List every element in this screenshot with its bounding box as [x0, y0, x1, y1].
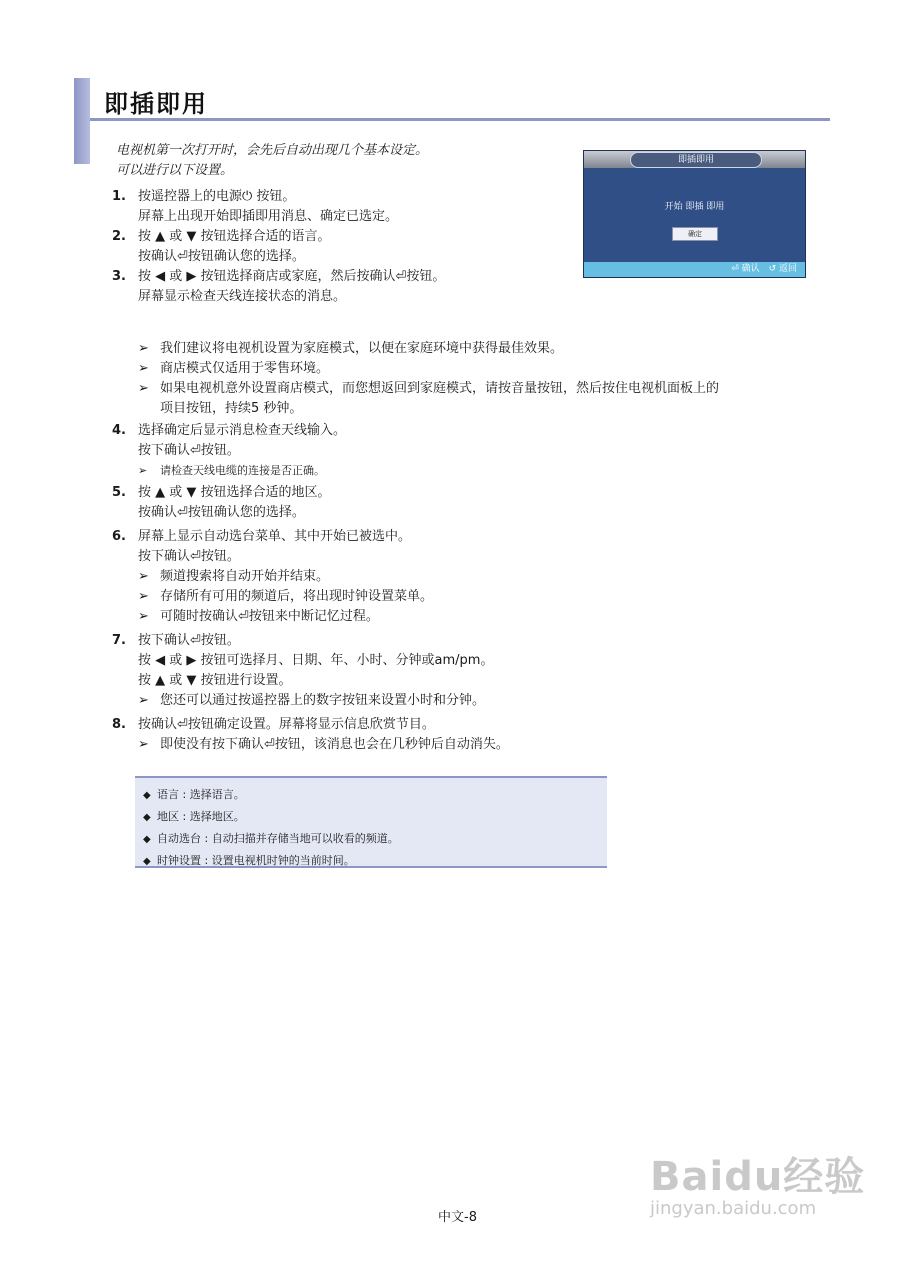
- note: [138, 461, 828, 481]
- note-text: 您还可以通过按遥控器上的数字按钮来设置小时和分钟。: [160, 693, 486, 708]
- note-text: 我们建议将电视机设置为家庭模式，以便在家庭环境中获得最佳效果。: [160, 341, 564, 356]
- summary-text: 自动选台 : 自动扫描并存储当地可以收看的频道。: [157, 832, 399, 845]
- osd-ok-button: 确定: [672, 227, 718, 241]
- step-line: 按下确认⏎按钮。: [138, 443, 240, 458]
- intro-line: 可以进行以下设置。: [116, 163, 234, 178]
- arrow-icon: ➢: [138, 609, 149, 624]
- arrow-icon: ➢: [138, 693, 149, 708]
- arrow-icon: ➢: [138, 737, 149, 752]
- step-number: 2.: [112, 229, 126, 244]
- step-3-notes: [108, 339, 828, 419]
- summary-item: [143, 828, 607, 850]
- note: [138, 691, 828, 711]
- step-4: [108, 421, 828, 481]
- note-text: 即使没有按下确认⏎按钮，该消息也会在几秒钟后自动消失。: [160, 737, 509, 752]
- osd-tab-label: 即插即用: [630, 152, 762, 168]
- arrow-icon: ➢: [138, 569, 149, 584]
- note-text: 商店模式仅适用于零售环境。: [160, 361, 330, 376]
- steps-list: [108, 187, 828, 755]
- note: [138, 379, 828, 399]
- step-line: 按确认⏎按钮确认您的选择。: [138, 249, 305, 264]
- step-line: 按 ◀ 或 ▶ 按钮可选择月、日期、年、小时、分钟或am/pm。: [138, 653, 494, 668]
- title-underline: [90, 118, 830, 121]
- note-text: 如果电视机意外设置商店模式，而您想返回到家庭模式，请按音量按钮，然后按住电视机面板上的: [160, 381, 720, 396]
- step-line: 按 ◀ 或 ▶ 按钮选择商店或家庭，然后按确认⏎按钮。: [138, 269, 446, 284]
- osd-footer-text: ⏎ 确认 ↺ 返回: [731, 264, 797, 274]
- step-3: [108, 267, 828, 307]
- step-line: 屏幕显示检查天线连接状态的消息。: [138, 289, 347, 304]
- step-line: 按确认⏎按钮确认您的选择。: [138, 505, 305, 520]
- step-2: [108, 227, 828, 267]
- note: [138, 567, 828, 587]
- step-line: 按 ▲ 或 ▼ 按钮进行设置。: [138, 673, 292, 688]
- diamond-icon: ◆: [143, 790, 151, 801]
- note: [138, 339, 828, 359]
- page-number: 中文-8: [438, 1210, 477, 1225]
- diamond-icon: ◆: [143, 812, 151, 823]
- osd-header: [584, 151, 805, 168]
- intro-line: 电视机第一次打开时，会先后自动出现几个基本设定。: [116, 143, 429, 158]
- step-line: 按 ▲ 或 ▼ 按钮选择合适的地区。: [138, 485, 331, 500]
- step-line: 按 ▲ 或 ▼ 按钮选择合适的语言。: [138, 229, 331, 244]
- step-line: 按下确认⏎按钮。: [138, 633, 240, 648]
- step-number: 4.: [112, 423, 126, 438]
- watermark: [650, 1145, 865, 1219]
- arrow-icon: ➢: [138, 464, 148, 477]
- summary-box: [135, 776, 607, 868]
- step-line: 按下确认⏎按钮。: [138, 549, 240, 564]
- arrow-icon: ➢: [138, 361, 149, 376]
- step-8: [108, 715, 828, 755]
- step-line: 按遥控器上的电源⏻ 按钮。: [138, 189, 296, 204]
- step-number: 6.: [112, 529, 126, 544]
- step-line: 按确认⏎按钮确定设置。屏幕将显示信息欣赏节目。: [138, 717, 435, 732]
- note-text: 频道搜索将自动开始并结束。: [160, 569, 330, 584]
- note: [138, 607, 828, 627]
- page-title: 即插即用: [104, 90, 208, 118]
- arrow-icon: ➢: [138, 341, 149, 356]
- step-number: 3.: [112, 269, 126, 284]
- arrow-icon: ➢: [138, 381, 149, 396]
- step-line: 屏幕上出现开始即插即用消息、确定已选定。: [138, 209, 399, 224]
- step-number: 1.: [112, 189, 126, 204]
- step-6: [108, 527, 828, 627]
- watermark-brand: Baidu经验: [650, 1154, 866, 1200]
- note-text: 请检查天线电缆的连接是否正确。: [160, 464, 325, 477]
- diamond-icon: ◆: [143, 834, 151, 845]
- watermark-url: jingyan.baidu.com: [650, 1198, 817, 1219]
- summary-text: 时钟设置 : 设置电视机时钟的当前时间。: [157, 854, 355, 867]
- osd-message: 开始 即插 即用: [664, 202, 725, 212]
- note-text: 可随时按确认⏎按钮来中断记忆过程。: [160, 609, 379, 624]
- summary-text: 地区 : 选择地区。: [157, 810, 245, 823]
- summary-item: [143, 806, 607, 828]
- note-text: 存储所有可用的频道后，将出现时钟设置菜单。: [160, 589, 434, 604]
- step-1: [108, 187, 828, 227]
- step-line: 选择确定后显示消息检查天线输入。: [138, 423, 347, 438]
- arrow-icon: ➢: [138, 589, 149, 604]
- summary-item: [143, 850, 607, 872]
- step-number: 5.: [112, 485, 126, 500]
- step-5: [108, 483, 828, 523]
- step-7: [108, 631, 828, 711]
- summary-text: 语言 : 选择语言。: [157, 788, 245, 801]
- step-line: 屏幕上显示自动选台菜单、其中开始已被选中。: [138, 529, 412, 544]
- intro-text: [116, 141, 428, 181]
- summary-item: [143, 784, 607, 806]
- step-number: 7.: [112, 633, 126, 648]
- note: [138, 735, 828, 755]
- diamond-icon: ◆: [143, 856, 151, 867]
- note-continued: 项目按钮，持续5 秒钟。: [160, 401, 303, 416]
- note: [138, 359, 828, 379]
- title-accent-bar: [74, 78, 90, 164]
- note: [138, 587, 828, 607]
- step-number: 8.: [112, 717, 126, 732]
